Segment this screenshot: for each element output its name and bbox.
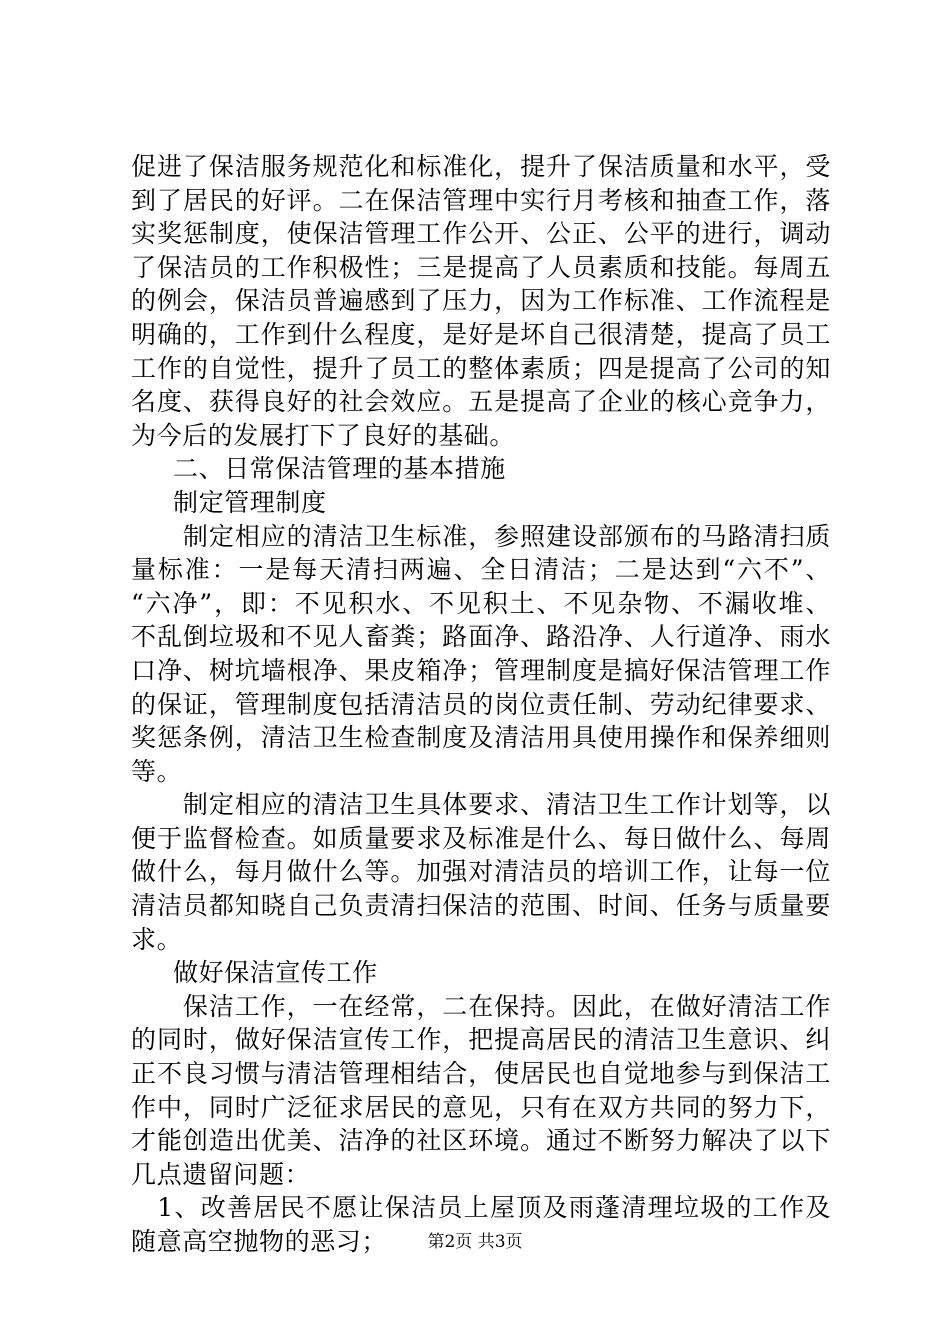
text-line: 的保证，管理制度包括清洁员的岗位责任制、劳动纪律要求、 bbox=[131, 689, 831, 719]
text-line: 制定相应的清洁卫生具体要求、清洁卫生工作计划等，以 bbox=[131, 790, 831, 820]
text-line: 促进了保洁服务规范化和标准化，提升了保洁质量和水平，受 bbox=[131, 152, 831, 181]
paragraph bbox=[131, 486, 831, 520]
text-line: 保洁工作，一在经常，二在保持。因此，在做好清洁工作 bbox=[131, 991, 831, 1021]
text-line: 等。 bbox=[131, 756, 183, 786]
text-line: 1、改善居民不愿让保洁员上屋顶及雨蓬清理垃圾的工作及 bbox=[131, 1193, 831, 1223]
text-line: 量标准：一是每天清扫两遍、全日清洁；二是达到“六不”、 bbox=[131, 555, 831, 585]
text-line: 的例会，保洁员普遍感到了压力，因为工作标准、工作流程是 bbox=[131, 286, 831, 316]
text-line: 便于监督检查。如质量要求及标准是什么、每日做什么、每周 bbox=[131, 823, 831, 853]
paragraph bbox=[131, 520, 831, 789]
text-line: 实奖惩制度，使保洁管理工作公开、公正、公平的进行，调动 bbox=[131, 219, 831, 249]
text-line: 到了居民的好评。二在保洁管理中实行月考核和抽查工作，落 bbox=[131, 185, 831, 215]
text-line: 做好保洁宣传工作 bbox=[173, 958, 378, 988]
text-line: 口净、树坑墙根净、果皮箱净；管理制度是搞好保洁管理工作 bbox=[131, 655, 831, 685]
paragraph bbox=[131, 788, 831, 956]
text-line: 了保洁员的工作积极性；三是提高了人员素质和技能。每周五 bbox=[131, 252, 831, 282]
text-line: “六净”，即：不见积水、不见积土、不见杂物、不漏收堆、 bbox=[131, 588, 831, 618]
text-line: 制定管理制度 bbox=[173, 487, 327, 517]
paragraph bbox=[131, 990, 831, 1192]
text-line: 制定相应的清洁卫生标准，参照建设部颁布的马路清扫质 bbox=[131, 521, 831, 551]
text-line: 名度、获得良好的社会效应。五是提高了企业的核心竞争力， bbox=[131, 387, 831, 417]
text-line: 明确的，工作到什么程度，是好是坏自己很清楚，提高了员工 bbox=[131, 319, 831, 349]
text-line: 为今后的发展打下了良好的基础。 bbox=[131, 420, 516, 450]
page-footer: 第2页 共3页 bbox=[427, 1232, 523, 1252]
text-line: 几点遗留问题： bbox=[131, 1159, 311, 1189]
text-line: 做什么，每月做什么等。加强对清洁员的培训工作，让每一位 bbox=[131, 857, 831, 887]
paragraph bbox=[131, 452, 831, 486]
text-line: 不乱倒垃圾和不见人畜粪；路面净、路沿净、人行道净、雨水 bbox=[131, 622, 831, 652]
text-line: 的同时，做好保洁宣传工作，把提高居民的清洁卫生意识、纠 bbox=[131, 1025, 831, 1055]
text-line: 奖惩条例，清洁卫生检查制度及清洁用具使用操作和保养细则 bbox=[131, 723, 831, 753]
text-line: 清洁员都知晓自己负责清扫保洁的范围、时间、任务与质量要 bbox=[131, 891, 831, 921]
text-line: 求。 bbox=[131, 924, 183, 954]
text-line: 随意高空抛物的恶习； bbox=[131, 1227, 388, 1256]
paragraph bbox=[131, 956, 831, 990]
document-body bbox=[131, 150, 831, 1259]
paragraph bbox=[131, 150, 831, 452]
text-line: 作中，同时广泛征求居民的意见，只有在双方共同的努力下， bbox=[131, 1092, 831, 1122]
text-line: 二、日常保洁管理的基本措施 bbox=[173, 454, 506, 484]
text-line: 正不良习惯与清洁管理相结合，使居民也自觉地参与到保洁工 bbox=[131, 1059, 831, 1089]
text-line: 工作的自觉性，提升了员工的整体素质；四是提高了公司的知 bbox=[131, 353, 831, 383]
text-line: 才能创造出优美、洁净的社区环境。通过不断努力解决了以下 bbox=[131, 1126, 831, 1156]
